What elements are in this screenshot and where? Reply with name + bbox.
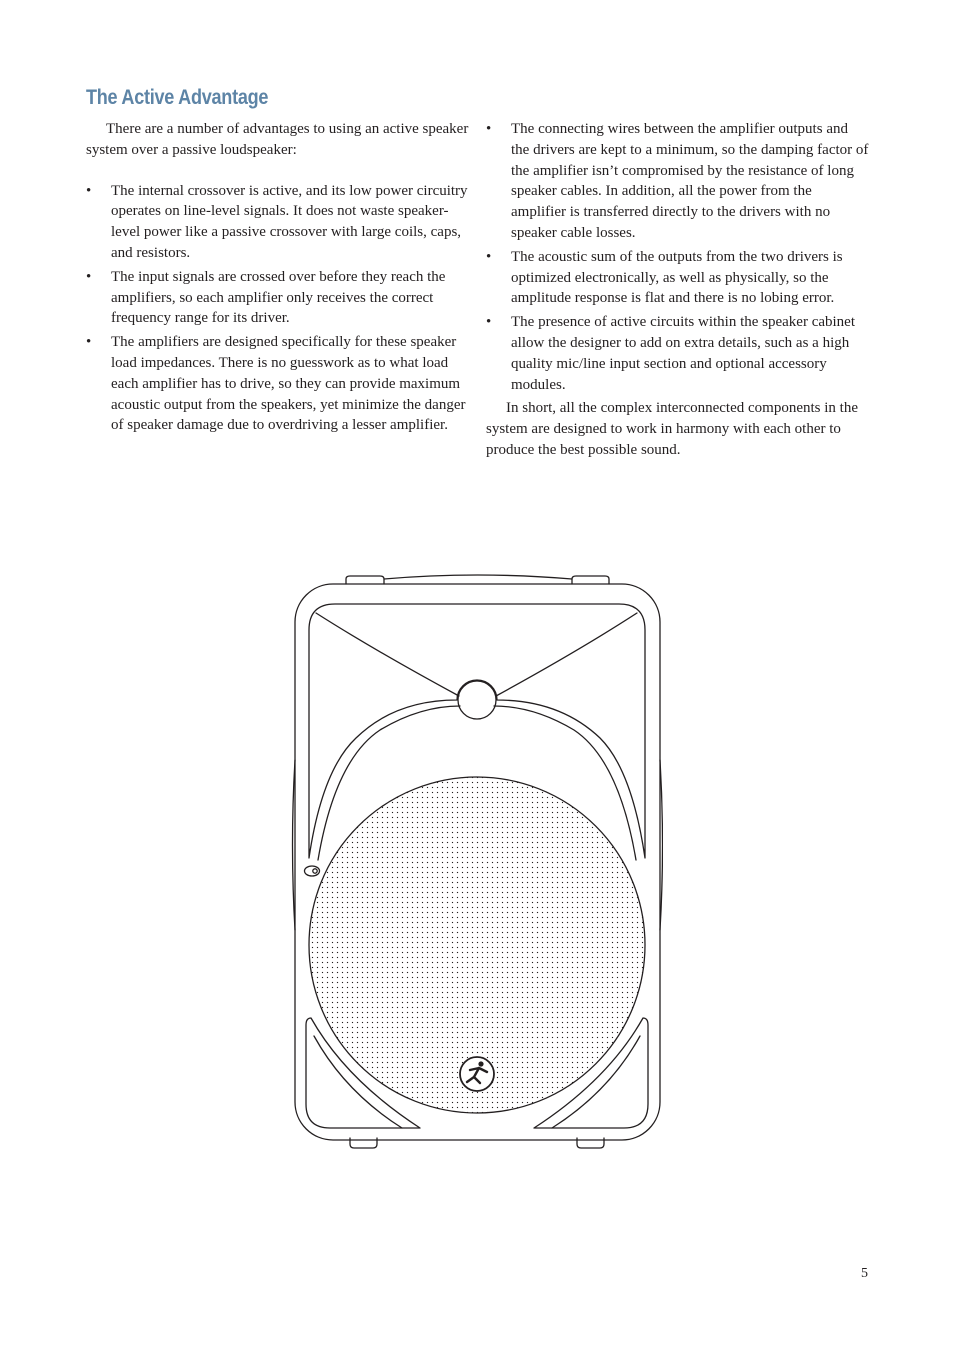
list-item <box>486 119 870 244</box>
right-column <box>486 119 870 461</box>
bullet-icon: • <box>86 268 92 285</box>
tweeter-dome <box>458 681 496 719</box>
list-item-text: The internal crossover is active, and its low power circuitry operates on line-level signals. It does not waste speaker-level power like a passive crossover with large coils, caps, and resistors. <box>111 182 468 261</box>
list-item-text: The connecting wires between the amplifier outputs and the drivers are kept to a minimum, so the damping factor of the amplifier isn’t compromised by the resistance of long speaker cables. In addition, all the power from the amplifier is transferred directly to the drivers with no speaker cable losses. <box>511 121 869 241</box>
bullet-icon: • <box>86 334 92 351</box>
list-item <box>86 181 472 264</box>
list-item <box>86 267 472 329</box>
cabinet-top-handle <box>346 575 609 584</box>
bullet-icon: • <box>486 314 492 331</box>
intro-paragraph: There are a number of advantages to using an active speaker system over a passive loudspeaker: <box>86 121 469 158</box>
closing-paragraph: In short, all the complex interconnected components in the system are designed to work in harmony with each other to produce the best possible sound. <box>486 400 858 458</box>
bullet-icon: • <box>486 248 492 265</box>
left-column <box>86 119 472 439</box>
left-bullet-list <box>86 181 472 437</box>
speaker-illustration <box>291 572 663 1152</box>
list-item-text: The amplifiers are designed specifically for these speaker load impedances. There is no guesswork as to what load each amplifier has to drive, so they can provide maximum acoustic output from the speakers, yet minimize the danger of speaker damage due to overdriving a lesser amplifier. <box>111 334 466 434</box>
running-man-logo <box>460 1057 494 1091</box>
bullet-icon: • <box>486 121 492 137</box>
right-bullet-list <box>486 119 870 395</box>
bullet-icon: • <box>86 182 92 199</box>
page-heading: The Active Advantage <box>86 86 269 109</box>
list-item <box>86 332 472 436</box>
list-item <box>486 247 870 309</box>
power-indicator <box>305 866 320 876</box>
list-item <box>486 312 870 395</box>
list-item-text: The presence of active circuits within the speaker cabinet allow the designer to add on extra details, such as a high quality mic/line input section and optional accessory modules. <box>511 314 856 393</box>
list-item-text: The input signals are crossed over before they reach the amplifiers, so each amplifier only receives the correct frequency range for its driver. <box>111 268 446 327</box>
page-number: 5 <box>861 1266 868 1281</box>
list-item-text: The acoustic sum of the outputs from the two drivers is optimized electronically, as well as physically, so the amplitude response is flat and there is no lobing error. <box>511 248 843 307</box>
